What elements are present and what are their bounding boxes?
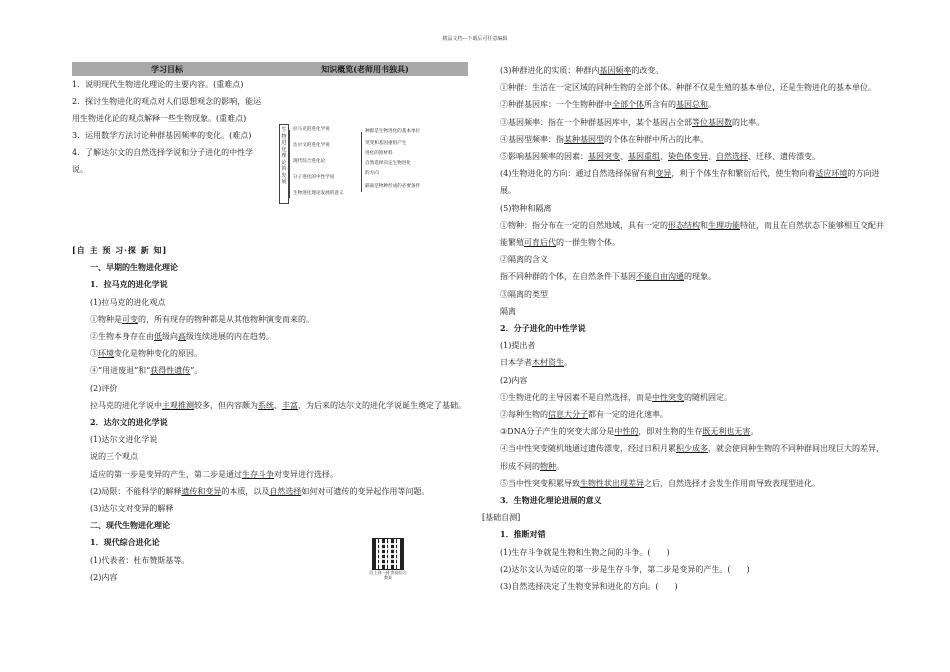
section-tag: [自 主 预 习·探 新 知] (72, 245, 168, 255)
paragraph: ①物种：指分布在一定的自然地域，具有一定的形态结构和生理功能特征，而且在自然状态下能够相互交配并能繁殖可育后代的一群生物个体。 (500, 220, 884, 248)
subsection-heading: 3．生物进化理论进展的意义 (500, 495, 602, 506)
paragraph: 隔离 (500, 306, 516, 316)
quiz-question: (2)达尔文认为适应的第一步是生存斗争，第二步是变异的产生。( ) (500, 564, 750, 574)
qr-caption: 回上到一到 查阅综合教案 (369, 570, 407, 580)
quiz-question: (1)生存斗争就是生物和生物之间的斗争。( ) (500, 547, 670, 557)
mindmap-branch: 分子进化的中性学说 (293, 175, 335, 180)
objectives-table-body (72, 76, 468, 242)
paragraph: (2)内容 (500, 375, 528, 385)
subsection-heading: 2．达尔文的进化学说 (90, 417, 168, 428)
subsection-heading: 2．分子进化的中性学说 (500, 323, 586, 334)
mindmap-connector (289, 130, 290, 198)
subsection-heading: 1．现代综合进化论 (90, 537, 160, 548)
paragraph: ⑤当中性突变积累导致生物性状出现差异之后，自然选择才会发生作用而导致表现型进化。 (500, 478, 820, 488)
goals-list (72, 76, 262, 178)
paragraph: (5)物种和隔离 (500, 203, 552, 213)
paragraph: ⑤影响基因频率的因素：基因突变、基因重组、染色体变异、自然选择、迁移、遗传漂变。 (500, 152, 820, 162)
mindmap-branch: 生物进化理论发展的意义 (293, 191, 344, 196)
paragraph: 指不同种群的个体，在自然条件下基因不能自由沟通的现象。 (500, 272, 716, 282)
qr-code-icon[interactable] (372, 538, 404, 570)
mindmap-leaf: 隔离是物种形成的必要条件 (365, 184, 421, 189)
paragraph: (3)种群进化的实质：种群内基因频率的改变。 (500, 66, 664, 75)
subsection-heading: 1．推断对错 (500, 529, 546, 540)
right-column (482, 62, 886, 595)
left-column (72, 62, 468, 586)
knowledge-mindmap (279, 124, 469, 220)
goals-header: 学习目标 (151, 64, 183, 74)
paragraph: (2)评价 (90, 383, 118, 393)
page-header: 精品文档---下载后可任意编辑 (442, 36, 508, 42)
mindmap-leaf: 突变和基因重组产生 (365, 141, 407, 146)
mindmap-root: 生物进化理论的发展 (279, 124, 289, 204)
paragraph: ③环境变化是物种变化的原因。 (90, 349, 202, 359)
paragraph: ③隔离的类型 (500, 289, 548, 299)
subsection-heading: 1．拉马克的进化学说 (90, 279, 168, 290)
mindmap-branch: 达尔文的进化学说 (293, 143, 330, 148)
paragraph: ①生物进化的主导因素不是自然选择，而是中性突变的随机固定。 (500, 392, 732, 402)
mindmap-leaf: 种群是生物进化的基本单位 (365, 129, 421, 134)
mindmap-leaf: 自然选择决定生物进化 (365, 161, 411, 166)
mindmap-leaf: 的方向 (365, 171, 379, 176)
goal-item: 3．运用数学方法讨论种群基因频率的变化。(难点) (72, 131, 252, 140)
goal-item: 1．说明现代生物进化理论的主要内容。(重难点) (72, 80, 244, 89)
paragraph: (4)生物进化的方向：通过自然选择保留有利变异，利于个体生存和繁衍后代，使生物向着适应环境的方向进展。 (500, 169, 880, 196)
mindmap-branch: 拉马克的进化学说 (293, 127, 330, 132)
paragraph: (1)达尔文进化学说 (90, 435, 158, 445)
mindmap-branch: 现代综合进化论 (293, 159, 326, 164)
paragraph: 拉马克的进化学说中主观推测较多，但内容颇为系统、丰富，为后来的达尔文的进化学说诞生奠定了基础。 (90, 400, 466, 410)
paragraph: (1)拉马克的进化观点 (90, 297, 166, 307)
goal-item: 4．了解达尔文的自然选择学说和分子进化的中性学说。 (72, 148, 254, 174)
mindmap-connector (361, 132, 362, 192)
paragraph: ①物种是可变的，所有现存的物种都是从其他物种演变而来的。 (90, 314, 314, 324)
paragraph: ②种群基因库：一个生物种群中全部个体所含有的基因总和。 (500, 100, 716, 110)
quiz-question: (3)自然选择决定了生物变异和进化的方向。( ) (500, 582, 678, 592)
paragraph: ③DNA分子产生的突变大部分是中性的，即对生物的生存既无利也无害。 (500, 427, 759, 437)
paragraph: 适应的第一步是变异的产生，第二步是通过生存斗争对变异进行选择。 (90, 469, 338, 479)
section-tag: [基础自测] (482, 513, 521, 523)
paragraph: ③基因频率：指在一个种群基因库中，某个基因占全部等位基因数的比率。 (500, 117, 764, 127)
paragraph: 日本学者木村资生。 (500, 358, 572, 368)
paragraph: (2)局限：不能科学的解释遗传和变异的本质，以及自然选择如何对可遗传的变异起作用等问题。 (90, 486, 430, 496)
goal-item: 2．探讨生物进化的观点对人们思想观念的影响，能运用生物进化论的观点解释一些生物现象。(重难点) (72, 97, 262, 123)
paragraph: 说的三个观点 (90, 452, 138, 462)
paragraph: ④基因型频率：指某种基因型的个体在种群中所占的比率。 (500, 134, 708, 144)
paragraph: ②生物本身存在由低级向高级连续进展的内在趋势。 (90, 332, 274, 342)
paragraph: (2)内容 (90, 572, 118, 582)
objectives-table-header (72, 62, 468, 76)
section-heading: 二、现代生物进化理论 (90, 520, 170, 531)
paragraph: (1)提出者 (500, 341, 536, 351)
paragraph: ④当中性突变随机地通过遗传漂变，经过日积月累积少成多，就会使同种生物的不同种群间出现巨大的差异，形成不同的物种。 (500, 444, 884, 471)
paragraph: ②隔离的含义 (500, 255, 548, 265)
paragraph: (3)达尔文对变异的解释 (90, 504, 174, 514)
overview-header: 知识概览(老师用书独具) (321, 64, 409, 74)
paragraph: ①种群：生活在一定区域的同种生物的全部个体。种群不仅是生殖的基本单位，还是生物进化的基本单位。 (500, 83, 876, 93)
paragraph: ②每种生物的信息大分子都有一定的进化速率。 (500, 410, 668, 420)
mindmap-leaf: 进化的原材料 (365, 151, 393, 156)
paragraph: (1)代表者：杜布赞斯基等。 (90, 555, 190, 565)
paragraph: ④“用进废退”和“获得性遗传”。 (90, 366, 203, 376)
section-heading: 一、早期的生物进化理论 (90, 262, 178, 273)
